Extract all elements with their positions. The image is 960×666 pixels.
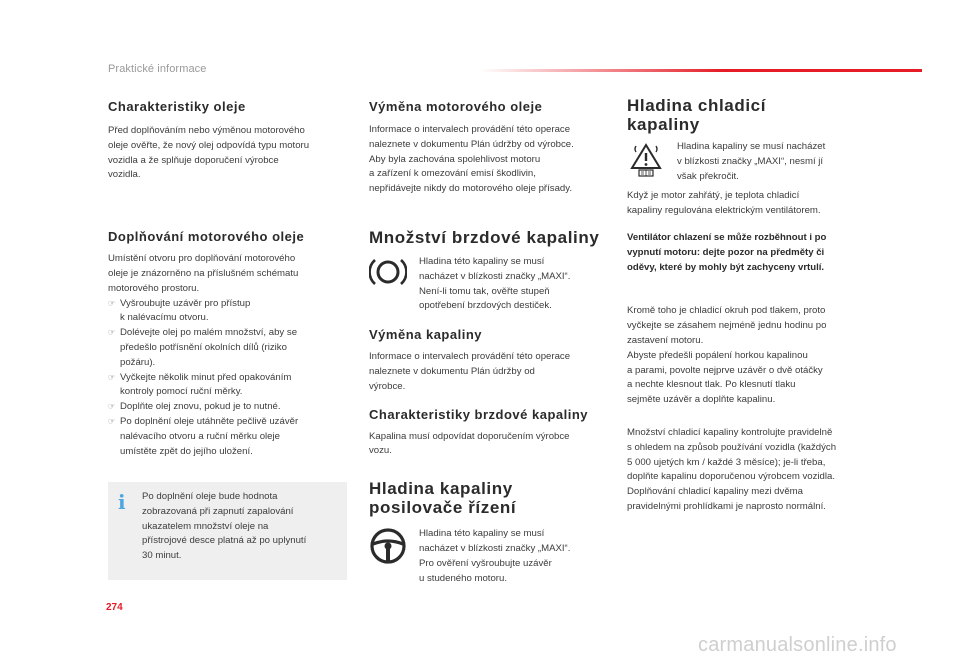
text-line: Ventilátor chlazení se může rozběhnout i po <box>627 231 827 243</box>
text-line: vozu. <box>369 445 392 457</box>
text-line: Hladina kapaliny se musí nacházet <box>677 141 826 152</box>
text-line: doplňte kapalinu doporučenou výrobcem vozidla. <box>627 471 835 483</box>
text-line: Před doplňováním nebo výměnou motorového <box>108 125 305 136</box>
text-line: nacházet v blízkosti značky „MAXI“. <box>419 270 571 282</box>
arrow-bullet-icon: ☞ <box>108 416 116 426</box>
coolant-check-text <box>627 426 877 515</box>
heading-line: Hladina chladicí <box>627 96 767 115</box>
text-line: oděvy, které by mohly být zachyceny vrtulí. <box>627 261 825 273</box>
text-line: Pro ověření vyšroubujte uzávěr <box>419 557 552 569</box>
coolant-title <box>627 96 877 134</box>
text-line: Informace o intervalech provádění této operace <box>369 351 571 363</box>
text-line: vypnutí motoru: dejte pozor na předměty či <box>627 246 825 258</box>
brake-level-text <box>419 255 570 314</box>
list-item: ☞ Dolévejte olej po malém množství, aby se předešlo potřísnění okolních dílů (riziko požáru). <box>108 327 298 368</box>
brake-level-row <box>369 255 609 314</box>
text-line: u studeného motoru. <box>419 572 508 584</box>
list-item: ☞ Po doplnění oleje utáhněte pečlivě uzávěr nalévacího otvoru a ruční měrku oleje umístěte zpět do jejího uložení. <box>108 415 299 457</box>
text-line: Informace o intervalech provádění této operace <box>369 124 571 135</box>
text-line: Není-li tomu tak, ověřte stupeň <box>419 285 550 297</box>
oil-characteristics-text <box>108 124 348 183</box>
oil-refill-title: Doplňování motorového oleje <box>108 229 305 245</box>
list-item: ☞ Vyšroubujte uzávěr pro přístup k nalévacímu otvoru. <box>108 297 251 324</box>
section-label: Praktické informace <box>108 63 207 75</box>
text-line: Po doplnění oleje bude hodnota <box>142 491 278 502</box>
oil-characteristics-title: Charakteristiky oleje <box>108 99 246 114</box>
oil-change-title: Výměna motorového oleje <box>369 99 543 114</box>
text-line: naleznete v dokumentu Plán údržby od <box>369 365 535 377</box>
text-line: Množství chladicí kapaliny kontrolujte pravidelně <box>627 426 833 438</box>
text-line: motorového prostoru. <box>108 282 200 294</box>
text-line: Abyste předešli popálení horkou kapalinou <box>627 349 808 361</box>
text-line: opotřebení brzdových destiček. <box>419 300 552 312</box>
text-line: oleje je znázorněno na příslušném schématu <box>108 267 299 279</box>
column-middle <box>369 96 609 586</box>
text-line: vozidla a že splňuje doporučení výrobce <box>108 154 279 166</box>
text-line: nacházet v blízkosti značky „MAXI“. <box>419 542 571 554</box>
fluid-change-text <box>369 350 609 394</box>
oil-change-text <box>369 123 609 197</box>
heading-line: Hladina kapaliny <box>369 479 513 499</box>
coolant-icon-text <box>677 140 825 184</box>
steering-wheel-icon <box>369 527 419 565</box>
info-text <box>142 490 342 564</box>
text-line: 5 000 ujetých km / každé 3 měsíce); je-li třeba, <box>627 456 826 468</box>
text-line: Kapalina musí odpovídat doporučením výrobce <box>369 430 570 442</box>
text-line: a zařízení k omezování emisí škodlivin, <box>369 168 536 180</box>
text-line: přístrojové desce platná až po uplynutí <box>142 535 307 547</box>
info-box <box>108 482 347 580</box>
text-line: 30 minut. <box>142 550 182 562</box>
text-line: Když je motor zahřátý, je teplota chladicí <box>627 190 800 202</box>
brake-fluid-char-text <box>369 430 609 460</box>
text-line: oleje ověřte, že nový olej odpovídá typu motoru <box>108 139 310 151</box>
steering-fluid-title <box>369 479 609 517</box>
text-line: výrobce. <box>369 380 406 392</box>
text-line: však překročit. <box>677 170 739 182</box>
brake-warning-icon <box>369 255 419 289</box>
coolant-fan-warning <box>627 231 877 275</box>
arrow-bullet-icon: ☞ <box>108 372 116 382</box>
text-line: Kromě toho je chladicí okruh pod tlakem, proto <box>627 305 826 317</box>
text-line: Hladina této kapaliny se musí <box>419 255 545 267</box>
steering-text <box>419 527 570 586</box>
text-line: Aby byla zachována spolehlivost motoru <box>369 153 541 165</box>
text-line: a nechte klesnout tlak. Po klesnutí tlaku <box>627 379 796 391</box>
brake-fluid-level-title: Množství brzdové kapaliny <box>369 227 600 247</box>
coolant-pressure-text <box>627 304 877 408</box>
info-icon: i <box>118 490 126 514</box>
coolant-fan-text <box>627 189 877 219</box>
text-line: pravidelnými prohlídkami je naprosto normální. <box>627 500 826 512</box>
text-line: zobrazovaná při zapnutí zapalování <box>142 505 294 517</box>
text-line: v blízkosti značky „MAXI“, nesmí jí <box>677 155 824 167</box>
text-line: Doplňování chladicí kapaliny mezi dvěma <box>627 486 803 498</box>
arrow-bullet-icon: ☞ <box>108 402 116 412</box>
oil-refill-steps <box>108 297 348 460</box>
text-line: a parami, povolte nejprve uzávěr o dvě otáčky <box>627 364 823 376</box>
column-left <box>108 96 348 459</box>
column-right <box>627 96 877 515</box>
text-line: kapaliny regulována elektrickým ventilátorem. <box>627 205 821 217</box>
text-line: vyčkejte se zásahem nejméně jednu hodinu po <box>627 320 827 332</box>
arrow-bullet-icon: ☞ <box>108 328 116 338</box>
heading-line: kapaliny <box>627 115 700 134</box>
coolant-icon-row <box>627 140 877 184</box>
text-line: ukazatelem množství oleje na <box>142 520 269 532</box>
text-line: zastavení motoru. <box>627 334 704 346</box>
text-line: s ohledem na způsob používání vozidla (každých <box>627 441 837 453</box>
header-rule <box>480 69 922 72</box>
text-line: vozidla. <box>108 169 141 181</box>
oil-refill-text <box>108 252 348 296</box>
text-line: Umístění otvoru pro doplňování motorového <box>108 253 296 265</box>
text-line: nepřidávejte nikdy do motorového oleje přísady. <box>369 183 573 195</box>
text-line: Hladina této kapaliny se musí <box>419 528 545 540</box>
heading-line: posilovače řízení <box>369 498 517 518</box>
list-item: ☞ Vyčkejte několik minut před opakováním kontroly pomocí ruční měrky. <box>108 371 292 398</box>
brake-fluid-char-title: Charakteristiky brzdové kapaliny <box>369 406 589 422</box>
watermark: carmanualsonline.info <box>698 634 897 656</box>
page-number: 274 <box>106 602 123 613</box>
hot-coolant-warning-icon <box>627 140 677 178</box>
fluid-change-title: Výměna kapaliny <box>369 327 482 343</box>
list-item: ☞ Doplňte olej znovu, pokud je to nutné. <box>108 400 348 415</box>
text-line: sejměte uzávěr a doplňte kapalinu. <box>627 394 776 406</box>
text-line: naleznete v dokumentu Plán údržby od výrobce. <box>369 138 574 150</box>
steering-row <box>369 527 609 586</box>
arrow-bullet-icon: ☞ <box>108 298 116 308</box>
